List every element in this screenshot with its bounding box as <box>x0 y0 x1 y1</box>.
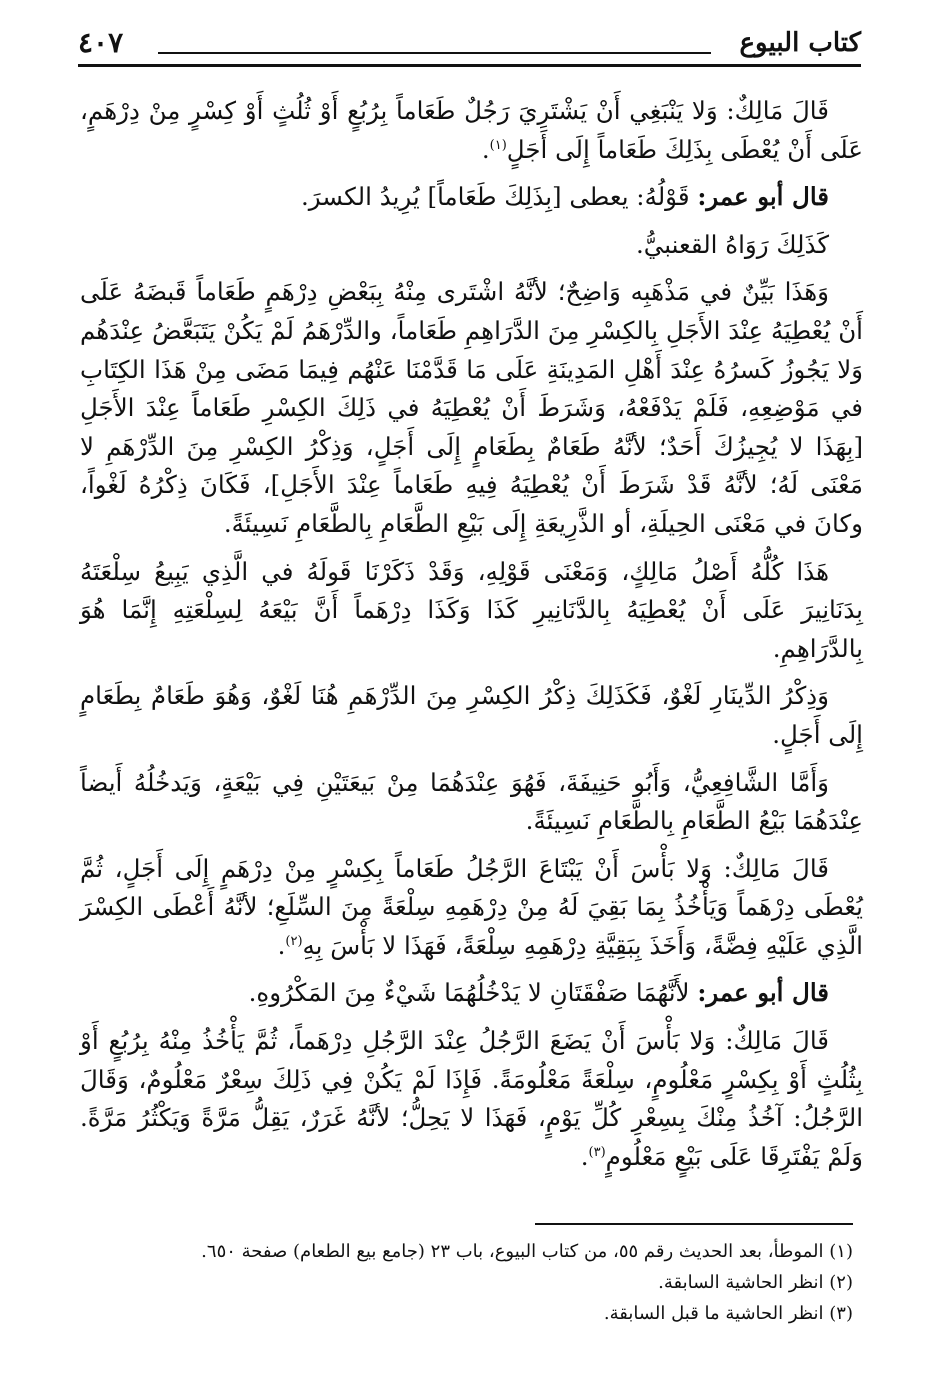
footnote-ref: (٣) <box>588 1144 606 1160</box>
footnote-ref: (٢) <box>285 933 303 949</box>
footnote-separator <box>535 1223 853 1225</box>
footnote: (٣) انظر الحاشية ما قبل السابقة. <box>603 1303 853 1324</box>
footnotes <box>80 1236 853 1329</box>
paragraph: وَأَمَّا الشَّافِعِيُّ، وَأَبُو حَنِيفَةَ، فَهُوَ عِنْدَهُمَا مِنْ بَيعَتَيْنِ فِي بَيْعَةٍ، وَيَدخُلُهُ أَيضاً عِنْدَهُمَا بَيْعُ الطَّعَامِ بِالطَّعَامِ نَسِيئَةً. <box>80 767 863 836</box>
footnote: (١) الموطأ، بعد الحديث رقم ٥٥، من كتاب البيوع، باب ٢٣ (جامع بيع الطعام) صفحة ٦٥٠. <box>201 1241 853 1262</box>
footnote: (٢) انظر الحاشية السابقة. <box>658 1272 853 1293</box>
header-rule <box>78 64 861 67</box>
paragraph: قَالَ مَالِكٌ: وَلا بَأْسَ أَنْ يَضَعَ الرَّجُلُ عِنْدَ الرَّجُلِ دِرْهَماً، ثُمَّ يَأْخُذُ مِنْهُ بِرُبُعٍ أَوْ بِثُلُثٍ أَوْ بِكِسْرٍ مَعْلُومٍ، سِلْعَةً مَعْلُومَةً. فَإِذَا لَمْ يَكُنْ فِي ذَلِكَ سِعْرٌ مَعْلُومٌ، وَقَالَ الرَّجُلُ: آخُذُ مِنْكَ بِسِعْرِ كُلِّ يَوْمٍ، فَهَذَا لا يَحِلُّ؛ لأنَّهُ غَرَرٌ، يَقِلُّ مَرَّةً وَيَكْثُرُ مَرَّةً. وَلَمْ يَفْتَرِقَا عَلَى بَيْعٍ مَعْلُومٍ$^{(٣)}$. <box>80 1026 863 1171</box>
speaker-label: قال أبو عمر: <box>697 978 829 1008</box>
paragraph: قَالَ مَالِكٌ: وَلا بَأْسَ أَنْ يَبْتَاعَ الرَّجُلُ طَعَاماً بِكِسْرٍ مِنْ دِرْهَمٍ إِلَى أَجَلٍ، ثُمَّ يُعْطَى دِرْهَماً وَيَأْخُذُ بِمَا بَقِيَ لَهُ مِنْ دِرْهَمِهِ سِلْعَةً مِنَ السِّلَعِ؛ لأنَّهُ أَعْطَى الكِسْرَ الَّذِي عَلَيْهِ فِضَّةً، وَأَخَذَ بِبَقِيَّةِ دِرْهَمِهِ سِلْعَةً، فَهَذَا لا بَأْسَ بِهِ$^{(٢)}$. <box>80 853 863 960</box>
paragraph: هَذَا كُلُّهُ أَصْلُ مَالِكٍ، وَمَعْنَى قَوْلِهِ، وَقَدْ ذَكَرْنَا قَولَهُ في الَّذِي يَبِيعُ سِلْعَتَهُ بِدَنَانِيرَ عَلَى أَنْ يُعْطِيَهُ بِالدَّنَانِيرِ كَذَا وَكَذَا دِرْهَماً أَنَّ بَيْعَهُ لِسِلْعَتِهِ إِنَّمَا هُوَ بِالدَّرَاهِمِ. <box>80 556 863 663</box>
paragraph: قال أبو عمر: لأَنَّهُمَا صَفْقَتَانِ لا يَدْخُلُهُمَا شَيْءٌ مِنَ المَكْرُوهِ. <box>248 978 829 1008</box>
running-title: كتاب البيوع <box>739 28 861 58</box>
speaker-label: قال أبو عمر: <box>697 182 829 212</box>
page-number: ٤٠٧ <box>78 26 124 59</box>
footnote-ref: (١) <box>489 137 507 153</box>
header-line <box>158 52 711 54</box>
paragraph: قال أبو عمر: قَوْلُهُ: يعطى [بِذَلِكَ طَعَاماً] يُرِيدُ الكسرَ. <box>300 182 829 212</box>
paragraph: كَذَلِكَ رَوَاهُ القعنبيُّ. <box>636 229 829 259</box>
paragraph: وَهَذَا بَيِّنٌ في مَذْهَبِه وَاضِحٌ؛ لأنَّهُ اشْتَرى مِنْهُ بِبَعْضِ دِرْهَمٍ طَعَاماً قَبضَهُ عَلَى أَنْ يُعْطِيَهُ عِنْدَ الأَجَلِ بِالكِسْرِ مِنَ الدَّرَاهِمِ طَعَاماً، والدِّرْهَمُ لَمْ يَكُنْ يَتَبَعَّضُ عِنْدَهُم وَلا يَجُوزُ كَسرُهُ عِنْدَ أَهْلِ المَدِينَةِ عَلَى مَا قَدَّمْنَا عَنْهُم فِيمَا مَضَى مِنْ هَذَا الكِتَابِ في مَوْضِعِهِ، فَلَمْ يَدْفَعْهُ، وَشَرَطَ أَنْ يُعْطِيَهُ في ذَلِكَ الكِسْرِ طَعَاماً عِنْدَ الأَجَلِ [بِهَذَا لا يُجِيزُكَ أَحَدٌ؛ لأنَّهُ طَعَامٌ بِطَعَامٍ إِلَى أَجَلٍ، وَذِكْرُ الكِسْرِ مِنَ الدِّرْهَمِ لا مَعْنَى لَهُ؛ لأنَّهُ قَدْ شَرَطَ أَنْ يُعْطِيَهُ فِيهِ طَعَاماً عِنْدَ الأَجَلِ]، فَكَانَ ذِكْرُهُ لَغْواً، وكانَ في مَعْنَى الحِيلَةِ، أو الذَّرِيعَةِ إِلَى بَيْعِ الطَّعَامِ بِالطَّعَامِ نَسِيئَةً. <box>80 277 863 538</box>
paragraph: وَذِكْرُ الدِّينَارِ لَغْوٌ، فَكَذَلِكَ ذِكْرُ الكِسْرِ مِنَ الدِّرْهَمِ هُنَا لَغْوٌ، وَهُوَ طَعَامٌ بِطَعَامٍ إِلَى أَجَلٍ. <box>80 681 863 749</box>
page-header <box>78 18 861 64</box>
main-text <box>80 92 863 1185</box>
paragraph: قَالَ مَالِكٌ: وَلا يَنْبَغِي أَنْ يَشْتَرِيَ رَجُلٌ طَعَاماً بِرُبُعٍ أَوْ ثُلُثٍ أَوْ كِسْرٍ مِنْ دِرْهَمٍ، عَلَى أَنْ يُعْطَى بِذَلِكَ طَعَاماً إِلَى أَجَلٍ$^{(١)}$. <box>80 96 863 164</box>
